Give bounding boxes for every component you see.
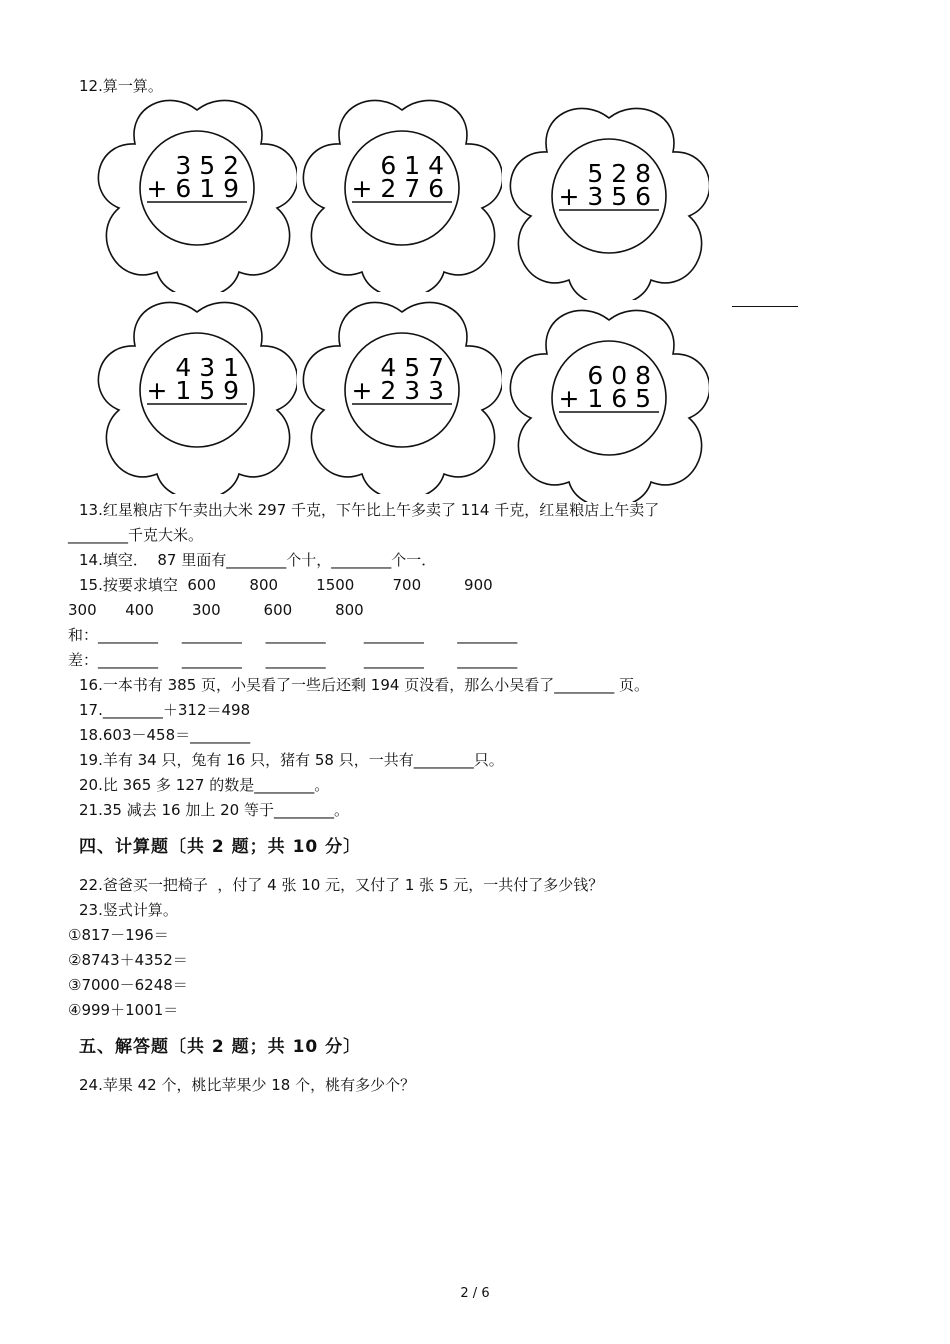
question-15-difference-row: 差：________ ________ ________ ________ ________ [68,651,518,669]
flower-problem-5 [302,294,502,494]
flower-4-top: 4 3 1 [175,353,239,382]
answer-blank-12[interactable] [732,306,798,307]
question-20: 20.比 365 多 127 的数是________。 [79,776,330,794]
flower-problem-1 [97,92,297,292]
question-24: 24.苹果 42 个，桃比苹果少 18 个，桃有多少个？ [79,1076,416,1094]
question-22: 22.爸爸买一把椅子 ，付了 4 张 10 元，又付了 1 张 5 元，一共付了多少钱？ [79,876,604,894]
question-14: 14.填空． 87 里面有________个十，________个一． [79,551,437,569]
question-15-line-2: 300 400 300 600 800 [68,601,364,619]
question-17: 17.________＋312＝498 [79,701,251,719]
question-16: 16.一本书有 385 页，小吴看了一些后还剩 194 页没看，那么小吴看了________ 页。 [79,676,649,694]
flower-5-top: 4 5 7 [380,353,444,382]
flower-2-top: 6 1 4 [380,151,444,180]
question-13-line-2: ________千克大米。 [68,526,204,544]
question-23-item-1: ①817－196＝ [68,926,169,944]
flower-problem-2 [302,92,502,292]
flower-3-top: 5 2 8 [587,159,651,188]
section-5-heading: 五、解答题〔共 2 题；共 10 分〕 [79,1037,362,1057]
question-19: 19.羊有 34 只，兔有 16 只，猪有 58 只，一共有________只。 [79,751,504,769]
question-21: 21.35 减去 16 加上 20 等于________。 [79,801,349,819]
flower-6-top: 6 0 8 [587,361,651,390]
flower-1-top: 3 5 2 [175,151,239,180]
question-15-sum-row: 和：________ ________ ________ ________ ________ [68,626,518,644]
question-23-item-4: ④999＋1001＝ [68,1001,179,1019]
flower-6-bottom: + 1 6 5 [558,384,651,413]
flower-5-bottom: + 2 3 3 [351,376,444,405]
flower-2-bottom: + 2 7 6 [351,174,444,203]
flower-problem-3 [509,100,709,300]
flower-1-bottom: + 6 1 9 [146,174,239,203]
flower-problem-6 [509,302,709,502]
question-13-line-1: 13.红星粮店下午卖出大米 297 千克，下午比上午多卖了 114 千克，红星粮店上午卖了 [79,501,660,519]
question-15-line-1: 15.按要求填空 600 800 1500 700 900 [79,576,493,594]
section-4-heading: 四、计算题〔共 2 题；共 10 分〕 [79,837,362,857]
flower-4-bottom: + 1 5 9 [146,376,239,405]
page-number: 2 / 6 [460,1286,490,1301]
question-23-item-3: ③7000－6248＝ [68,976,188,994]
question-12: 12.算一算。 [79,77,163,95]
question-23: 23.竖式计算。 [79,901,178,919]
flower-3-bottom: + 3 5 6 [558,182,651,211]
flower-problem-4 [97,294,297,494]
question-18: 18.603－458＝________ [79,726,251,744]
question-23-item-2: ②8743＋4352＝ [68,951,188,969]
